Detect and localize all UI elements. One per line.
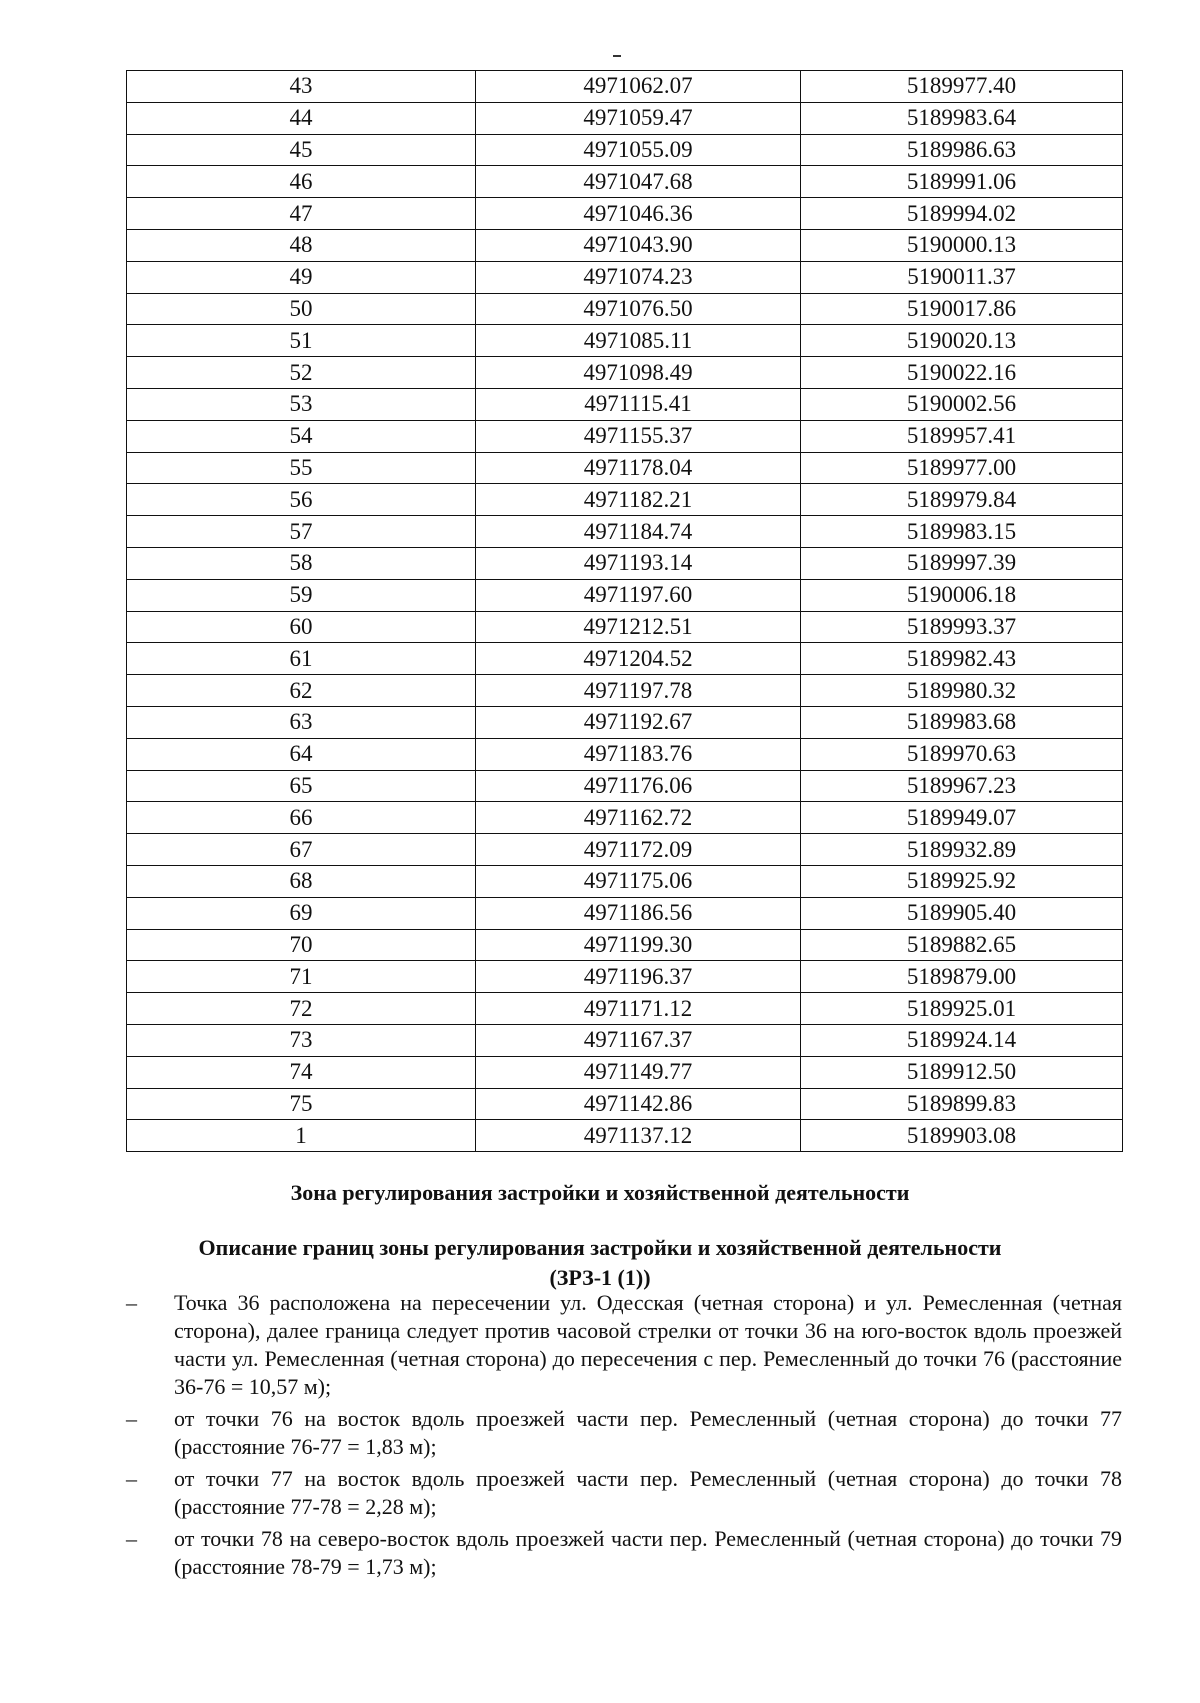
x-coordinate-cell: 4971212.51	[476, 611, 801, 643]
y-coordinate-cell: 5189993.37	[801, 611, 1123, 643]
bullet-dash: –	[126, 1526, 137, 1551]
list-item	[126, 1405, 1122, 1461]
y-coordinate-cell: 5190020.13	[801, 325, 1123, 357]
x-coordinate-cell: 4971076.50	[476, 293, 801, 325]
point-number-cell: 57	[127, 516, 476, 548]
description-title-line1: Описание границ зоны регулирования застройки и хозяйственной деятельности	[198, 1235, 1002, 1260]
x-coordinate-cell: 4971047.68	[476, 166, 801, 198]
y-coordinate-cell: 5189925.01	[801, 993, 1123, 1025]
coordinates-table-body	[127, 71, 1123, 1152]
point-number-cell: 75	[127, 1088, 476, 1120]
point-number-cell: 64	[127, 738, 476, 770]
x-coordinate-cell: 4971162.72	[476, 802, 801, 834]
table-row	[127, 611, 1123, 643]
point-number-cell: 71	[127, 961, 476, 993]
y-coordinate-cell: 5190017.86	[801, 293, 1123, 325]
x-coordinate-cell: 4971199.30	[476, 929, 801, 961]
y-coordinate-cell: 5189932.89	[801, 834, 1123, 866]
table-row	[127, 897, 1123, 929]
x-coordinate-cell: 4971184.74	[476, 516, 801, 548]
table-row	[127, 516, 1123, 548]
list-item	[126, 1525, 1122, 1581]
point-number-cell: 52	[127, 357, 476, 389]
list-item-text: от точки 76 на восток вдоль проезжей части пер. Ремесленный (четная сторона) до точки 77 (расстояние 76-77 = 1,83 м);	[174, 1406, 1122, 1459]
table-row	[127, 865, 1123, 897]
table-row	[127, 484, 1123, 516]
table-row	[127, 71, 1123, 103]
x-coordinate-cell: 4971172.09	[476, 834, 801, 866]
point-number-cell: 67	[127, 834, 476, 866]
y-coordinate-cell: 5189925.92	[801, 865, 1123, 897]
y-coordinate-cell: 5190002.56	[801, 388, 1123, 420]
bullet-dash: –	[126, 1466, 137, 1491]
y-coordinate-cell: 5190011.37	[801, 261, 1123, 293]
section-title: Зона регулирования застройки и хозяйственной деятельности	[290, 1180, 910, 1205]
y-coordinate-cell: 5189982.43	[801, 643, 1123, 675]
x-coordinate-cell: 4971197.78	[476, 675, 801, 707]
x-coordinate-cell: 4971137.12	[476, 1120, 801, 1152]
table-row	[127, 579, 1123, 611]
y-coordinate-cell: 5189983.15	[801, 516, 1123, 548]
x-coordinate-cell: 4971055.09	[476, 134, 801, 166]
y-coordinate-cell: 5189924.14	[801, 1024, 1123, 1056]
table-row	[127, 929, 1123, 961]
y-coordinate-cell: 5189983.68	[801, 706, 1123, 738]
y-coordinate-cell: 5189991.06	[801, 166, 1123, 198]
scan-mark	[613, 55, 621, 57]
point-number-cell: 50	[127, 293, 476, 325]
table-row	[127, 1024, 1123, 1056]
x-coordinate-cell: 4971171.12	[476, 993, 801, 1025]
table-row	[127, 388, 1123, 420]
y-coordinate-cell: 5189967.23	[801, 770, 1123, 802]
point-number-cell: 45	[127, 134, 476, 166]
y-coordinate-cell: 5189949.07	[801, 802, 1123, 834]
y-coordinate-cell: 5189994.02	[801, 198, 1123, 230]
table-row	[127, 547, 1123, 579]
table-row	[127, 770, 1123, 802]
coordinates-table	[126, 70, 1123, 1152]
point-number-cell: 44	[127, 102, 476, 134]
point-number-cell: 58	[127, 547, 476, 579]
list-item-text: Точка 36 расположена на пересечении ул. Одесская (четная сторона) и ул. Ремесленная (четная сторона), далее граница следует против часовой стрелки от точки 36 на юго-восток вдоль проезжей части ул. Ремесленная (четная сторона) до пересечения с пер. Ремесленный до точки 76 (расстояние 36-76 = 10,57 м);	[174, 1290, 1122, 1399]
point-number-cell: 68	[127, 865, 476, 897]
list-item	[126, 1465, 1122, 1521]
point-number-cell: 73	[127, 1024, 476, 1056]
x-coordinate-cell: 4971062.07	[476, 71, 801, 103]
x-coordinate-cell: 4971059.47	[476, 102, 801, 134]
list-item-text: от точки 77 на восток вдоль проезжей части пер. Ремесленный (четная сторона) до точки 78 (расстояние 77-78 = 2,28 м);	[174, 1466, 1122, 1519]
table-row	[127, 802, 1123, 834]
table-row	[127, 961, 1123, 993]
x-coordinate-cell: 4971074.23	[476, 261, 801, 293]
table-row	[127, 738, 1123, 770]
point-number-cell: 47	[127, 198, 476, 230]
point-number-cell: 43	[127, 71, 476, 103]
y-coordinate-cell: 5189957.41	[801, 420, 1123, 452]
table-row	[127, 293, 1123, 325]
x-coordinate-cell: 4971193.14	[476, 547, 801, 579]
boundary-description-list	[126, 1289, 1122, 1585]
point-number-cell: 51	[127, 325, 476, 357]
point-number-cell: 59	[127, 579, 476, 611]
point-number-cell: 63	[127, 706, 476, 738]
table-row	[127, 261, 1123, 293]
table-row	[127, 1088, 1123, 1120]
bullet-dash: –	[126, 1406, 137, 1431]
point-number-cell: 60	[127, 611, 476, 643]
table-row	[127, 452, 1123, 484]
description-title	[0, 1233, 1200, 1293]
table-row	[127, 420, 1123, 452]
y-coordinate-cell: 5189979.84	[801, 484, 1123, 516]
x-coordinate-cell: 4971178.04	[476, 452, 801, 484]
y-coordinate-cell: 5189970.63	[801, 738, 1123, 770]
table-row	[127, 643, 1123, 675]
y-coordinate-cell: 5190000.13	[801, 229, 1123, 261]
y-coordinate-cell: 5190022.16	[801, 357, 1123, 389]
x-coordinate-cell: 4971149.77	[476, 1056, 801, 1088]
table-row	[127, 102, 1123, 134]
x-coordinate-cell: 4971167.37	[476, 1024, 801, 1056]
y-coordinate-cell: 5189983.64	[801, 102, 1123, 134]
x-coordinate-cell: 4971098.49	[476, 357, 801, 389]
point-number-cell: 54	[127, 420, 476, 452]
table-row	[127, 675, 1123, 707]
y-coordinate-cell: 5189899.83	[801, 1088, 1123, 1120]
table-row	[127, 993, 1123, 1025]
x-coordinate-cell: 4971043.90	[476, 229, 801, 261]
list-item-text: от точки 78 на северо-восток вдоль проезжей части пер. Ремесленный (четная сторона) до точки 79 (расстояние 78-79 = 1,73 м);	[174, 1526, 1122, 1579]
point-number-cell: 48	[127, 229, 476, 261]
y-coordinate-cell: 5189977.40	[801, 71, 1123, 103]
x-coordinate-cell: 4971176.06	[476, 770, 801, 802]
y-coordinate-cell: 5189986.63	[801, 134, 1123, 166]
point-number-cell: 61	[127, 643, 476, 675]
y-coordinate-cell: 5189879.00	[801, 961, 1123, 993]
table-row	[127, 166, 1123, 198]
description-title-line2: (ЗРЗ-1 (1))	[549, 1265, 651, 1290]
y-coordinate-cell: 5189980.32	[801, 675, 1123, 707]
y-coordinate-cell: 5189905.40	[801, 897, 1123, 929]
x-coordinate-cell: 4971204.52	[476, 643, 801, 675]
table-row	[127, 834, 1123, 866]
point-number-cell: 46	[127, 166, 476, 198]
list-item	[126, 1289, 1122, 1401]
y-coordinate-cell: 5189997.39	[801, 547, 1123, 579]
table-row	[127, 134, 1123, 166]
point-number-cell: 56	[127, 484, 476, 516]
table-row	[127, 706, 1123, 738]
x-coordinate-cell: 4971175.06	[476, 865, 801, 897]
x-coordinate-cell: 4971142.86	[476, 1088, 801, 1120]
table-row	[127, 1056, 1123, 1088]
x-coordinate-cell: 4971085.11	[476, 325, 801, 357]
point-number-cell: 53	[127, 388, 476, 420]
bullet-dash: –	[126, 1290, 137, 1315]
x-coordinate-cell: 4971197.60	[476, 579, 801, 611]
point-number-cell: 55	[127, 452, 476, 484]
table-row	[127, 1120, 1123, 1152]
point-number-cell: 1	[127, 1120, 476, 1152]
x-coordinate-cell: 4971115.41	[476, 388, 801, 420]
table-row	[127, 229, 1123, 261]
x-coordinate-cell: 4971155.37	[476, 420, 801, 452]
point-number-cell: 74	[127, 1056, 476, 1088]
y-coordinate-cell: 5189882.65	[801, 929, 1123, 961]
y-coordinate-cell: 5189912.50	[801, 1056, 1123, 1088]
y-coordinate-cell: 5190006.18	[801, 579, 1123, 611]
x-coordinate-cell: 4971196.37	[476, 961, 801, 993]
point-number-cell: 69	[127, 897, 476, 929]
point-number-cell: 62	[127, 675, 476, 707]
y-coordinate-cell: 5189977.00	[801, 452, 1123, 484]
point-number-cell: 72	[127, 993, 476, 1025]
point-number-cell: 70	[127, 929, 476, 961]
y-coordinate-cell: 5189903.08	[801, 1120, 1123, 1152]
table-row	[127, 325, 1123, 357]
x-coordinate-cell: 4971183.76	[476, 738, 801, 770]
x-coordinate-cell: 4971186.56	[476, 897, 801, 929]
x-coordinate-cell: 4971192.67	[476, 706, 801, 738]
x-coordinate-cell: 4971046.36	[476, 198, 801, 230]
table-row	[127, 198, 1123, 230]
point-number-cell: 49	[127, 261, 476, 293]
point-number-cell: 66	[127, 802, 476, 834]
point-number-cell: 65	[127, 770, 476, 802]
table-row	[127, 357, 1123, 389]
x-coordinate-cell: 4971182.21	[476, 484, 801, 516]
